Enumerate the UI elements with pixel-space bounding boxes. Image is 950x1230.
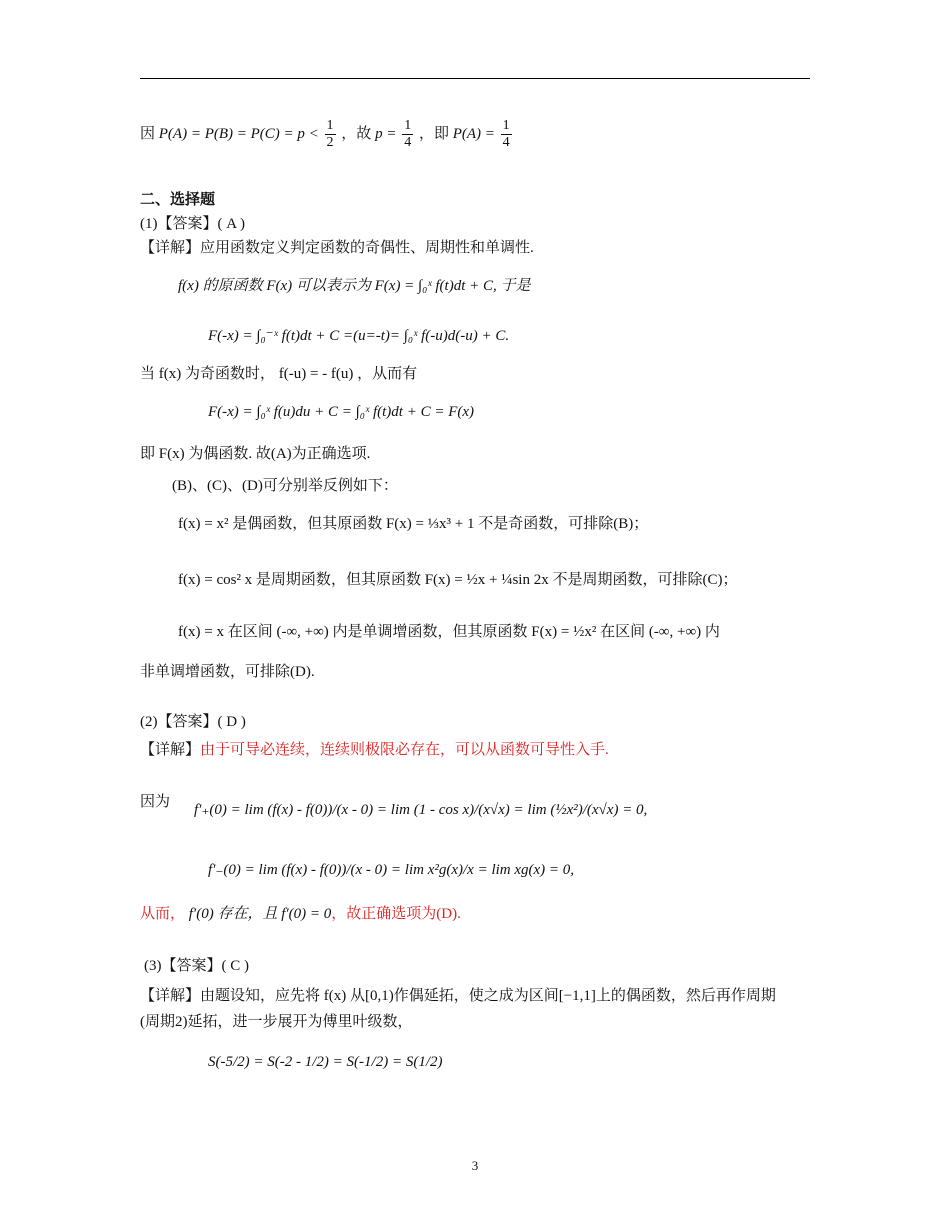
q1-answer: (1)【答案】( A )	[140, 216, 245, 232]
top-eq3: P(A) =	[452, 125, 495, 142]
q1-primitive: f(x) 的原函数 F(x) 可以表示为 F(x) = ∫₀ˣ f(t)dt + C, 于是	[178, 278, 531, 294]
q2-answer: (2)【答案】( D )	[140, 714, 246, 730]
q1-even-result: F(-x) = ∫₀ˣ f(u)du + C = ∫₀ˣ f(t)dt + C = F(x)	[208, 404, 475, 420]
q2-right-derivative: f′₊(0) = lim (f(x) - f(0))/(x - 0) = lim (1 - cos x)/(x√x) = lim (½x²)/(x√x) = 0,	[194, 802, 648, 818]
q1-counter-intro: (B)、(C)、(D)可分别举反例如下：	[172, 478, 398, 494]
top-sep1: ，故	[341, 125, 372, 142]
q1-counter-b: f(x) = x² 是偶函数，但其原函数 F(x) = ⅓x³ + 1 不是奇函数，可排除(B)；	[178, 516, 649, 532]
q2-conclusion-a: 从而，	[140, 906, 186, 922]
frac-half: $\frac{1}{2}$	[326, 118, 334, 150]
q2-conclusion-b: f′(0) 存在，且 f′(0) = 0	[188, 906, 332, 922]
q2-conclusion-c: ，故正确选项为(D).	[331, 906, 461, 922]
q1-counter-d1: f(x) = x 在区间 (-∞, +∞) 内是单调增函数，但其原函数 F(x) = ½x² 在区间 (-∞, +∞) 内	[178, 624, 720, 640]
q2-detail-lead: 【详解】	[140, 742, 201, 758]
top-sep2: ，即	[418, 125, 449, 142]
q1-substitution: F(-x) = ∫₀⁻ˣ f(t)dt + C =(u=-t)= ∫₀ˣ f(-u)d(-u) + C.	[208, 328, 510, 344]
header-rule	[140, 78, 810, 79]
q2-left-derivative: f′₋(0) = lim (f(x) - f(0))/(x - 0) = lim x²g(x)/x = lim xg(x) = 0,	[208, 862, 575, 878]
q2-conclusion	[140, 904, 461, 924]
frac-quarter: $\frac{1}{4}$	[404, 118, 412, 150]
top-eq2: p =	[375, 125, 397, 142]
q2-detail	[140, 740, 609, 760]
top-equation	[140, 118, 514, 151]
top-lead: 因	[140, 125, 156, 142]
q1-conclusion: 即 F(x) 为偶函数. 故(A)为正确选项.	[140, 446, 371, 462]
q1-counter-c: f(x) = cos² x 是周期函数，但其原函数 F(x) = ½x + ¼sin 2x 不是周期函数，可排除(C)；	[178, 572, 738, 588]
q3-detail-2: (周期2)延拓，进一步展开为傅里叶级数，	[140, 1014, 413, 1030]
top-eq1: P(A) = P(B) = P(C) = p <	[158, 125, 319, 142]
q2-detail-red: 由于可导必连续，连续则极限必存在，可以从函数可导性入手.	[200, 742, 609, 758]
q2-because: 因为	[140, 794, 171, 810]
page-number: 3	[471, 1158, 479, 1173]
q3-detail-1: 【详解】由题设知，应先将 f(x) 从[0,1)作偶延拓，使之成为区间[−1,1]上的偶函数，然后再作周期	[140, 988, 776, 1004]
q3-series: S(-5/2) = S(-2 - 1/2) = S(-1/2) = S(1/2)	[208, 1054, 443, 1070]
section-title: 二、选择题	[140, 192, 216, 208]
q3-answer: (3)【答案】( C )	[144, 958, 249, 974]
q1-odd-case: 当 f(x) 为奇函数时， f(-u) = - f(u) ，从而有	[140, 366, 418, 382]
frac-quarter-2: $\frac{1}{4}$	[502, 118, 510, 150]
q1-detail: 【详解】应用函数定义判定函数的奇偶性、周期性和单调性.	[140, 240, 534, 256]
q1-counter-d2: 非单调增函数，可排除(D).	[140, 664, 315, 680]
